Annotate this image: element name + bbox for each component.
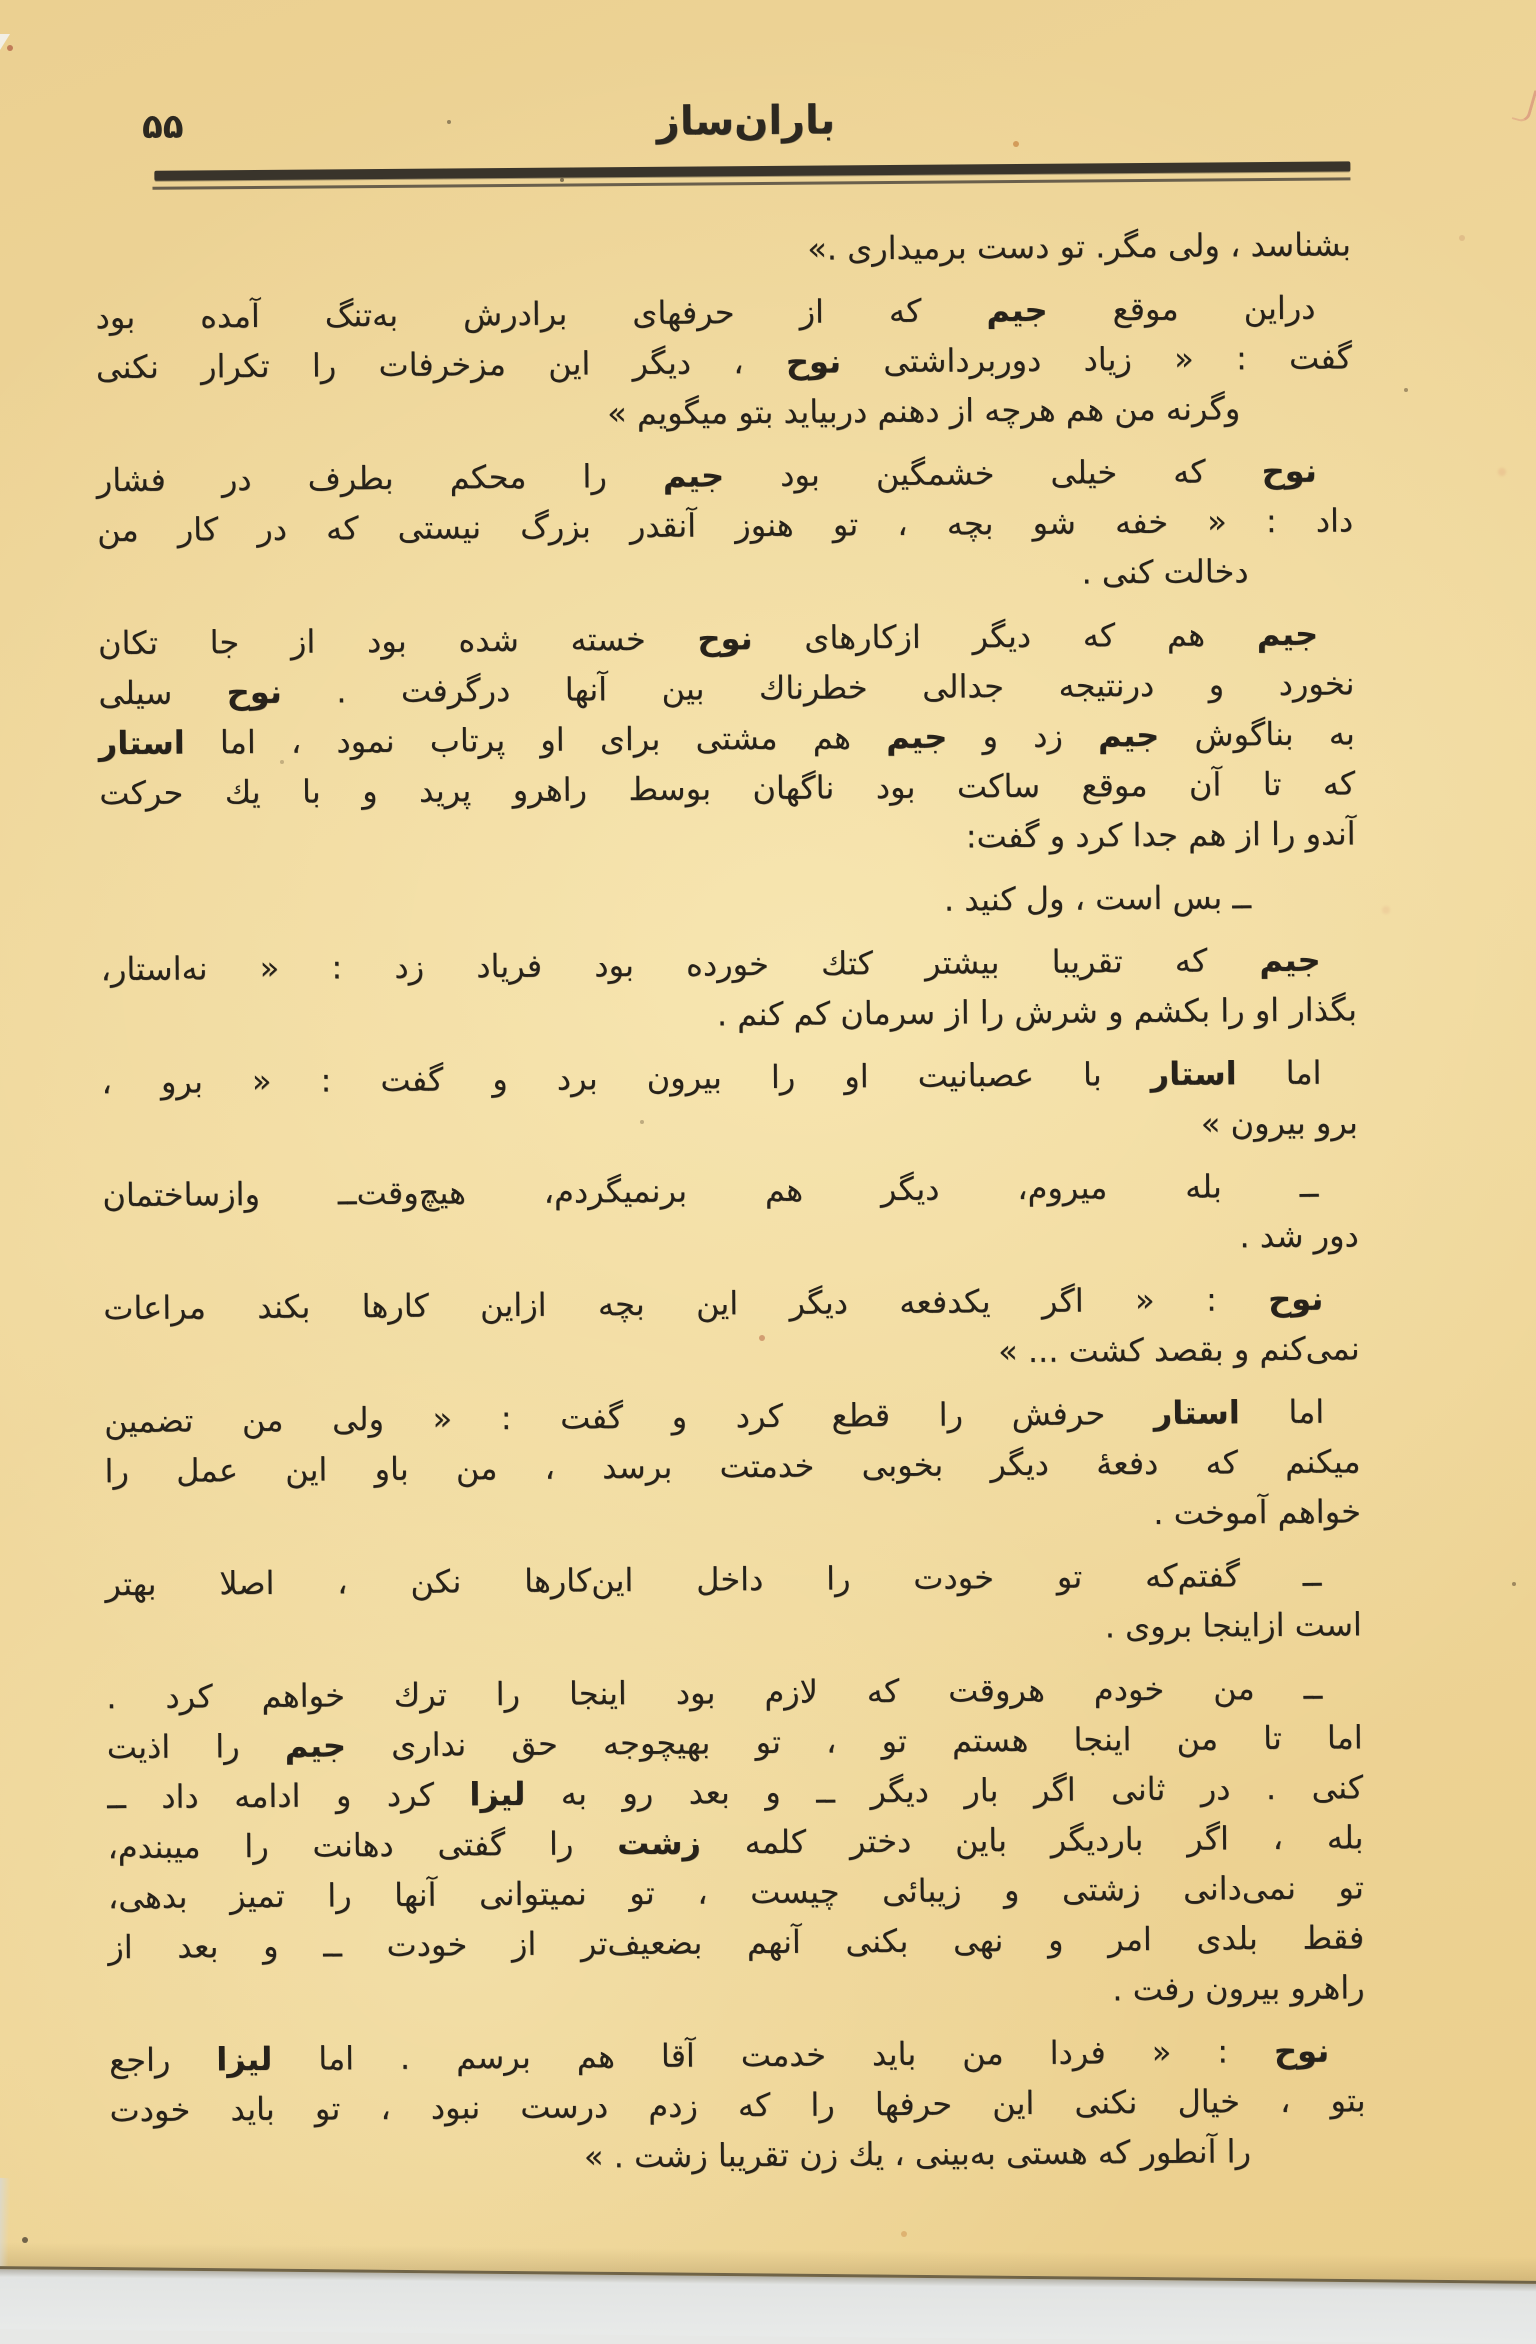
text-line bbox=[101, 984, 1357, 1044]
text-line bbox=[100, 871, 1356, 931]
text-segment: اما bbox=[1239, 1392, 1325, 1432]
text-segment: بشناسد ، ولی مگر. تو دست برمیداری .» bbox=[807, 225, 1352, 268]
text-segment: فقط بلدی امر و نهی بکنی آنهم بضعیف‌تر از خودت ــ و بعد از bbox=[108, 1918, 1365, 1967]
body-text bbox=[95, 219, 1366, 2185]
text-segment: ــ گفتم‌که تو خودت را داخل این‌کارها نکن ، اصلا بهتر bbox=[105, 1555, 1322, 1604]
text-line bbox=[102, 1097, 1358, 1157]
text-segment: ــ من خودم هروقت که لازم بود اینجا را ترك خواهم کرد . bbox=[106, 1668, 1323, 1717]
bold-text: جیم bbox=[662, 456, 725, 495]
bold-text: استار bbox=[98, 723, 185, 763]
text-segment: ــ بس است ، ول کنید . bbox=[943, 878, 1252, 919]
bold-text: زشت bbox=[616, 1823, 702, 1863]
text-segment: که از حرفهای برادرش به‌تنگ آمده بود bbox=[95, 291, 987, 337]
text-segment: است ازاینجا بروی . bbox=[1104, 1605, 1362, 1646]
page-title: باران‌ساز bbox=[656, 97, 836, 145]
bold-text: نوح bbox=[226, 672, 282, 712]
text-segment: کنی . در ثانی اگر بار دیگر ــ و بعد رو به bbox=[525, 1768, 1364, 1813]
bold-text: لیزا bbox=[216, 2039, 273, 2079]
text-segment: هم مشتی برای او پرتاب نمود ، اما bbox=[184, 718, 887, 762]
text-segment: با عصبانیت او را بیرون برد و گفت : « برو ، bbox=[101, 1054, 1151, 1102]
text-segment: میکنم که دفعهٔ دیگر بخوبی خدمتت برسد ، من باو این عمل را bbox=[104, 1442, 1361, 1491]
bold-text: جیم bbox=[1097, 715, 1160, 755]
text-line bbox=[99, 808, 1355, 868]
text-line bbox=[103, 1323, 1359, 1383]
text-line bbox=[101, 1047, 1357, 1107]
text-segment: : « فردا من باید خدمت آقا هم برسم . اما bbox=[272, 2032, 1275, 2078]
text-segment: اما bbox=[1236, 1053, 1322, 1093]
text-segment: بتو ، خیال نکنی این حرفها را که زدم درست نبود ، تو باید خودت bbox=[109, 2081, 1366, 2130]
text-line bbox=[103, 1210, 1359, 1270]
scan-bed-edge bbox=[0, 2266, 1536, 2344]
bold-text: استار bbox=[1153, 1393, 1240, 1432]
text-segment: سیلی bbox=[98, 673, 227, 713]
text-segment: نخورد و درنتیجه جدالی خطرناك بین آنها درگرفت . bbox=[281, 664, 1355, 711]
text-segment: دخالت کنی . bbox=[1081, 552, 1249, 592]
text-segment: خسته شده بود از جا تکان bbox=[97, 619, 698, 663]
text-segment: که خیلی خشمگین بود bbox=[723, 452, 1262, 495]
bold-text: نوح bbox=[1273, 2031, 1330, 2071]
bold-text: جیم bbox=[1259, 940, 1321, 980]
text-line bbox=[102, 1160, 1358, 1220]
text-segment: زد و bbox=[947, 716, 1099, 756]
text-line bbox=[97, 545, 1353, 605]
text-segment: که تقریبا بیشتر کتك خورده بود فریاد زد : « نه‌استار، bbox=[100, 941, 1260, 989]
bold-text: نوح bbox=[785, 342, 842, 381]
text-segment: داد : « خفه شو بچه ، تو هنوز آنقدر بزرگ نیستی که در کار من bbox=[97, 501, 1354, 550]
text-segment: که تا آن موقع ساکت بود ناگهان بوسط راهرو پرید و با یك حرکت bbox=[99, 764, 1356, 813]
text-line bbox=[106, 1599, 1362, 1659]
text-segment: راجع bbox=[109, 2040, 217, 2080]
text-segment: بگذار او را بکشم و شرش را از سرمان کم کنم . bbox=[716, 990, 1358, 1034]
text-line bbox=[105, 1486, 1361, 1546]
text-segment: هم که دیگر ازکارهای bbox=[752, 615, 1257, 658]
text-segment: راهرو بیرون رفت . bbox=[1112, 1968, 1365, 2009]
page-number: ۵۵ bbox=[141, 106, 184, 147]
text-segment: نمی‌کنم و بقصد کشت ... » bbox=[997, 1329, 1360, 1371]
text-segment: اما تا من اینجا هستم تو ، تو بهیچوجه حق نداری bbox=[345, 1718, 1363, 1765]
bold-text: لیزا bbox=[469, 1774, 526, 1814]
text-segment: تو نمی‌دانی زشتی و زیبائی چیست ، تو نمیتوانی آنها را تمیز بدهی، bbox=[107, 1868, 1365, 1917]
text-segment: دور شد . bbox=[1239, 1216, 1359, 1256]
paper-specks bbox=[0, 0, 4, 4]
text-line bbox=[95, 219, 1351, 279]
text-segment: را اذیت bbox=[106, 1726, 285, 1767]
text-segment: خواهم آموخت . bbox=[1153, 1492, 1362, 1532]
text-segment: به بناگوش bbox=[1159, 714, 1355, 754]
text-segment: را گفتی دهانت را میبندم، bbox=[107, 1824, 618, 1867]
text-line bbox=[96, 382, 1352, 442]
bold-text: نوح bbox=[697, 619, 753, 658]
text-segment: بله ، اگر باردیگر باین دختر کلمه bbox=[700, 1818, 1364, 1862]
text-segment: دراین موقع bbox=[1047, 288, 1316, 329]
bold-text: جیم bbox=[1256, 614, 1319, 654]
bold-text: جیم bbox=[284, 1726, 347, 1765]
text-segment: گفت : « زیاد دوربرداشتی bbox=[840, 338, 1353, 381]
text-segment: حرفش را قطع کرد و گفت : « ولی من تضمین bbox=[104, 1393, 1154, 1441]
bold-text: نوح bbox=[1267, 1279, 1324, 1319]
text-segment: را محکم بطرف در فشار bbox=[96, 456, 664, 500]
text-segment: : « اگر یکدفعه دیگر این بچه ازاین کارها بکند مراعات bbox=[103, 1280, 1269, 1328]
text-line bbox=[110, 2125, 1366, 2185]
bold-text: جیم bbox=[885, 717, 948, 757]
text-segment: ، دیگر این مزخرفات را تکرار نکنی bbox=[95, 342, 787, 387]
text-segment: آندو را از هم جدا کرد و گفت: bbox=[965, 814, 1356, 856]
bold-text: استار bbox=[1150, 1054, 1237, 1093]
text-segment: برو بیرون » bbox=[1200, 1103, 1359, 1143]
text-segment: وگرنه من هم هرچه از دهنم دربیاید بتو میگویم » bbox=[607, 389, 1241, 433]
bold-text: جیم bbox=[986, 290, 1048, 330]
text-segment: را آنطور که هستی به‌بینی ، یك زن تقریبا زشت . » bbox=[583, 2132, 1252, 2176]
text-line bbox=[109, 1962, 1365, 2022]
text-segment: کرد و ادامه داد ــ bbox=[106, 1775, 470, 1817]
text-segment: ــ بله میروم، دیگر هم برنمیگردم، هیچ‌وقت‌ــ وازساختمان bbox=[102, 1166, 1319, 1215]
bold-text: نوح bbox=[1261, 451, 1317, 491]
